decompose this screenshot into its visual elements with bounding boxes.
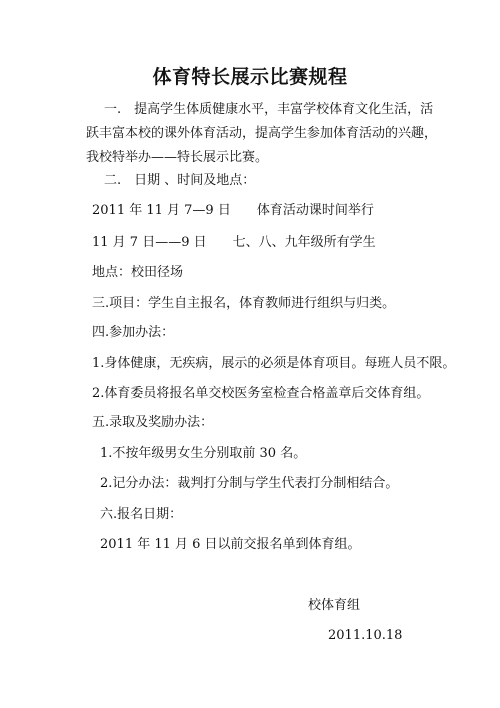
section-registration-heading: 六.报名日期： (100, 507, 183, 522)
section-date-heading: 二. 日期 、时间及地点： (104, 173, 256, 188)
awards-item-2: 2.记分办法：裁判打分制与学生代表打分制相结合。 (100, 476, 399, 491)
date-line-2: 11 月 7 日——9 日 七、八、九年级所有学生 (92, 235, 376, 250)
signature-date: 2011.10.18 (328, 628, 403, 643)
date-line-1: 2011 年 11 月 7—9 日 体育活动课时间举行 (92, 203, 374, 218)
participation-item-1: 1.身体健康，无疾病，展示的必须是体育项目。每班人员不限。 (92, 356, 456, 371)
registration-deadline: 2011 年 11 月 6 日以前交报名单到体育组。 (100, 537, 361, 552)
section-awards-heading: 五.录取及奖励办法： (92, 415, 214, 430)
document-title: 体育特长展示比赛规程 (152, 66, 348, 88)
participation-item-2: 2.体育委员将报名单交校医务室检查合格盖章后交体育组。 (92, 386, 430, 401)
awards-item-1: 1.不按年级男女生分别取前 30 名。 (100, 446, 307, 461)
section-participation-heading: 四.参加办法： (92, 325, 175, 340)
paragraph-purpose: 一. 提高学生体质健康水平，丰富学校体育文化生活，活跃丰富本校的课外体育活动，提高学生参加体育活动的兴趣，我校特举办——特长展示比赛。 (86, 102, 438, 165)
section-items: 三.项目：学生自主报名，体育教师进行组织与归类。 (92, 296, 396, 311)
signature-organization: 校体育组 (308, 598, 361, 613)
location-line: 地点：校田径场 (92, 265, 184, 280)
